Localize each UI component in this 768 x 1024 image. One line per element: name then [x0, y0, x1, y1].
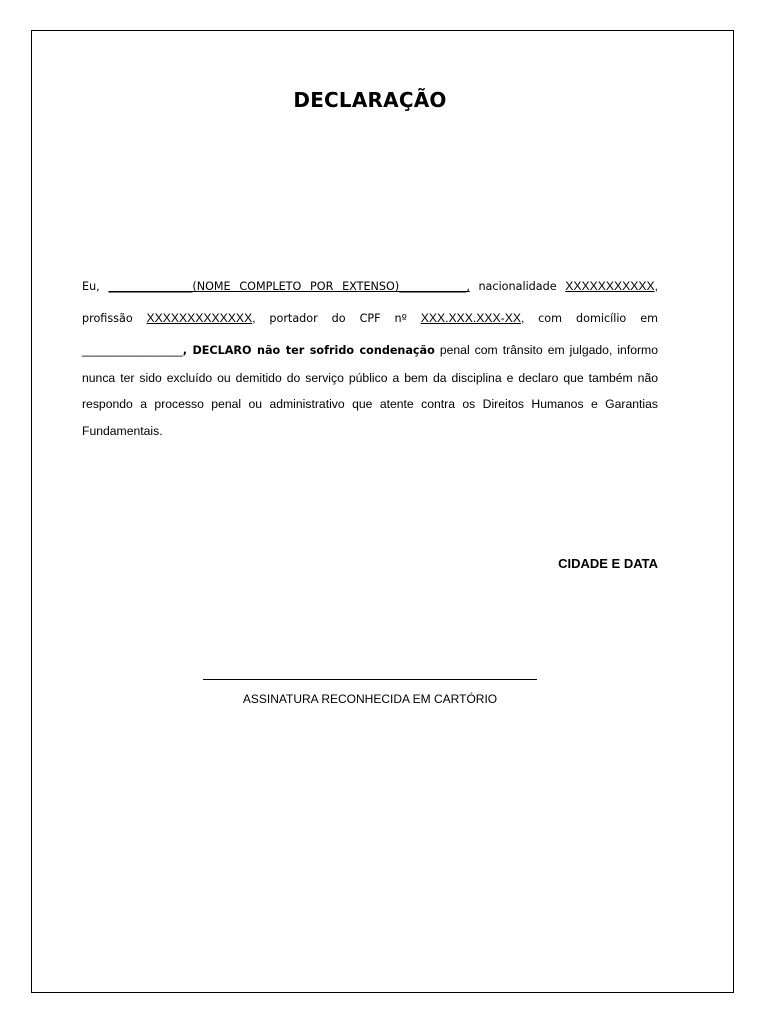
signature-line — [203, 679, 537, 680]
declaration-line-4: nunca ter sido excluído ou demitido do serviço público a bem da disciplina e declaro que também não — [82, 371, 658, 385]
profession-value: XXXXXXXXXXXXX — [146, 311, 253, 325]
profession-group: XXXXXXXXXXXXX, — [146, 311, 256, 325]
domicile-label: com domicílio em — [538, 312, 659, 325]
profession-label: profissão — [82, 312, 133, 325]
cpf-label: portador do CPF nº — [269, 312, 407, 325]
declaration-line-1 — [82, 278, 658, 295]
eu-text: Eu, — [82, 280, 109, 293]
signature-caption: ASSINATURA RECONHECIDA EM CARTÓRIO — [242, 692, 498, 706]
page-border — [31, 30, 734, 993]
city-and-date: CIDADE E DATA — [558, 556, 658, 571]
cpf-value: XXX.XXX.XXX-XX — [420, 311, 521, 325]
document-title: DECLARAÇÃO — [293, 88, 447, 112]
full-name-placeholder: (NOME COMPLETO POR EXTENSO) — [192, 280, 400, 293]
domicile-blank: __________________ — [82, 344, 183, 357]
cpf-group: XXX.XXX.XXX-XX, — [420, 311, 525, 325]
declaration-line-6: Fundamentais. — [82, 424, 163, 438]
declaration-text-3: penal com trânsito em julgado, informo — [439, 343, 658, 357]
declaration-line-2 — [82, 310, 658, 327]
blank-before-name: _______________ — [108, 280, 193, 293]
declaration-line-3 — [82, 342, 658, 359]
blank-after-name: ____________, — [399, 280, 470, 293]
declaro-group — [82, 343, 435, 357]
declaro-statement: , DECLARO não ter sofrido condenação — [182, 344, 435, 357]
nationality-value: XXXXXXXXXXX — [565, 279, 655, 293]
nationality-label: nacionalidade — [478, 280, 557, 293]
nationality-value-group: XXXXXXXXXXX, — [565, 279, 659, 293]
declaration-line-5: respondo a processo penal ou administrativo que atente contra os Direitos Humanos e Garantias — [82, 397, 658, 411]
